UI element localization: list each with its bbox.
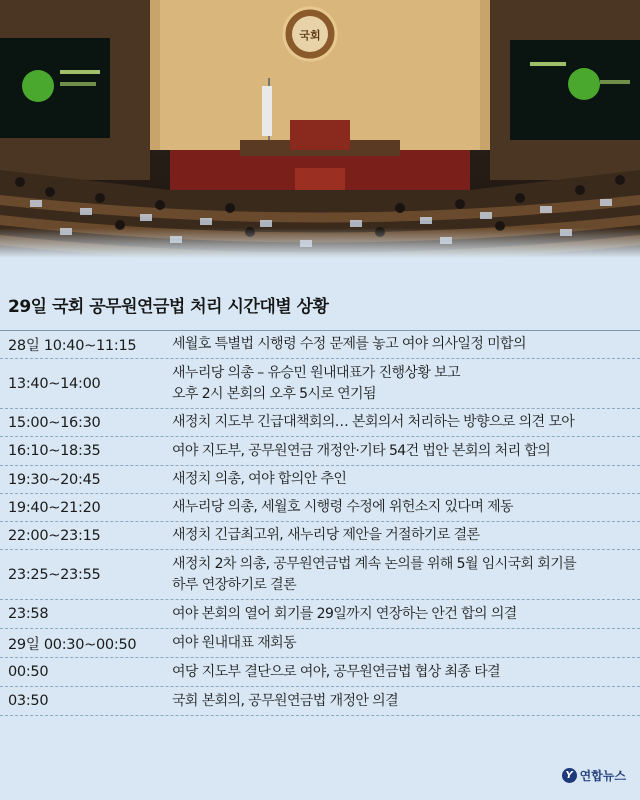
row-description-line: 새누리당 의총, 세월호 시행령 수정에 위헌소지 있다며 제동 (172, 499, 513, 515)
row-description-line: 세월호 특별법 시행령 수정 문제를 놓고 여야 의사일정 미합의 (172, 336, 526, 352)
row-description-line: 여당 지도부 결단으로 여야, 공무원연금법 협상 최종 타결 (172, 663, 501, 680)
row-time: 19:30~20:45 (8, 471, 101, 488)
assembly-photo-illustration (0, 0, 640, 258)
row-time: 16:10~18:35 (8, 443, 101, 459)
row-description-line: 여야 본회의 열어 회기를 29일까지 연장하는 안건 합의 의결 (172, 605, 517, 622)
row-description-line: 여야 지도부, 공무원연금 개정안·기타 54건 법안 본회의 처리 합의 (172, 442, 551, 459)
row-time: 13:40~14:00 (8, 375, 101, 392)
row-description-line: 새정치 2차 의총, 공무원연금법 계속 논의를 위해 5월 임시국회 회기를 (172, 555, 577, 572)
table-row (0, 437, 640, 466)
table-row (0, 494, 640, 522)
row-description (172, 334, 526, 355)
left-vote-screen (0, 38, 110, 138)
row-description-line: 오후 2시 본회의 오후 5시로 연기됨 (172, 385, 376, 402)
row-description-line: 새정치 의총, 여야 합의안 추인 (172, 471, 347, 487)
row-time: 00:50 (8, 664, 49, 680)
row-description (172, 363, 460, 405)
row-description-line: 국회 본회의, 공무원연금법 개정안 의결 (172, 692, 399, 709)
row-description-line: 하루 연장하기로 결론 (172, 576, 297, 593)
yonhap-logo-text: 연합뉴스 (579, 769, 626, 783)
row-description-line: 새누리당 의총 – 유승민 원내대표가 진행상황 보고 (172, 364, 460, 381)
row-time: 28일 10:40~11:15 (8, 338, 137, 354)
row-time: 22:00~23:15 (8, 527, 101, 544)
table-row (0, 359, 640, 409)
row-description (172, 604, 517, 625)
table-row (0, 550, 640, 600)
row-description (172, 633, 296, 654)
right-vote-pie (568, 68, 600, 100)
row-description (172, 525, 479, 546)
table-row (0, 629, 640, 658)
row-time: 29일 00:30~00:50 (8, 636, 137, 653)
row-description (172, 497, 513, 518)
row-description (172, 441, 550, 462)
table-row (0, 409, 640, 437)
row-description-line: 여야 원내대표 재회동 (172, 634, 297, 651)
row-description (172, 469, 346, 490)
left-vote-pie (22, 70, 54, 102)
table-row (0, 600, 640, 629)
row-time: 15:00~16:30 (8, 414, 101, 431)
table-row (0, 522, 640, 550)
row-description-line: 새정치 긴급최고위, 새누리당 제안을 거절하기로 결론 (172, 527, 480, 543)
flag (262, 86, 272, 136)
assembly-photo (0, 0, 640, 258)
yonhap-logo-icon: Y (562, 768, 577, 783)
table-row (0, 466, 640, 494)
timeline-panel (0, 258, 640, 800)
row-description-line: 새정치 지도부 긴급대책회의… 본회의서 처리하는 방향으로 의견 모아 (172, 414, 575, 430)
table-row (0, 330, 640, 359)
page-title: 29일 국회 공무원연금법 처리 시간대별 상황 (8, 297, 329, 317)
row-description (172, 554, 576, 596)
row-time: 19:40~21:20 (8, 499, 101, 516)
timeline-table (0, 330, 640, 716)
row-time: 03:50 (8, 693, 49, 709)
table-row (0, 658, 640, 687)
yonhap-logo (562, 767, 626, 784)
row-time: 23:58 (8, 606, 49, 622)
table-row (0, 687, 640, 716)
emblem-text: 국회 (299, 29, 321, 42)
row-time: 23:25~23:55 (8, 566, 101, 583)
row-description (172, 691, 398, 712)
row-description (172, 662, 500, 683)
row-description (172, 412, 574, 433)
